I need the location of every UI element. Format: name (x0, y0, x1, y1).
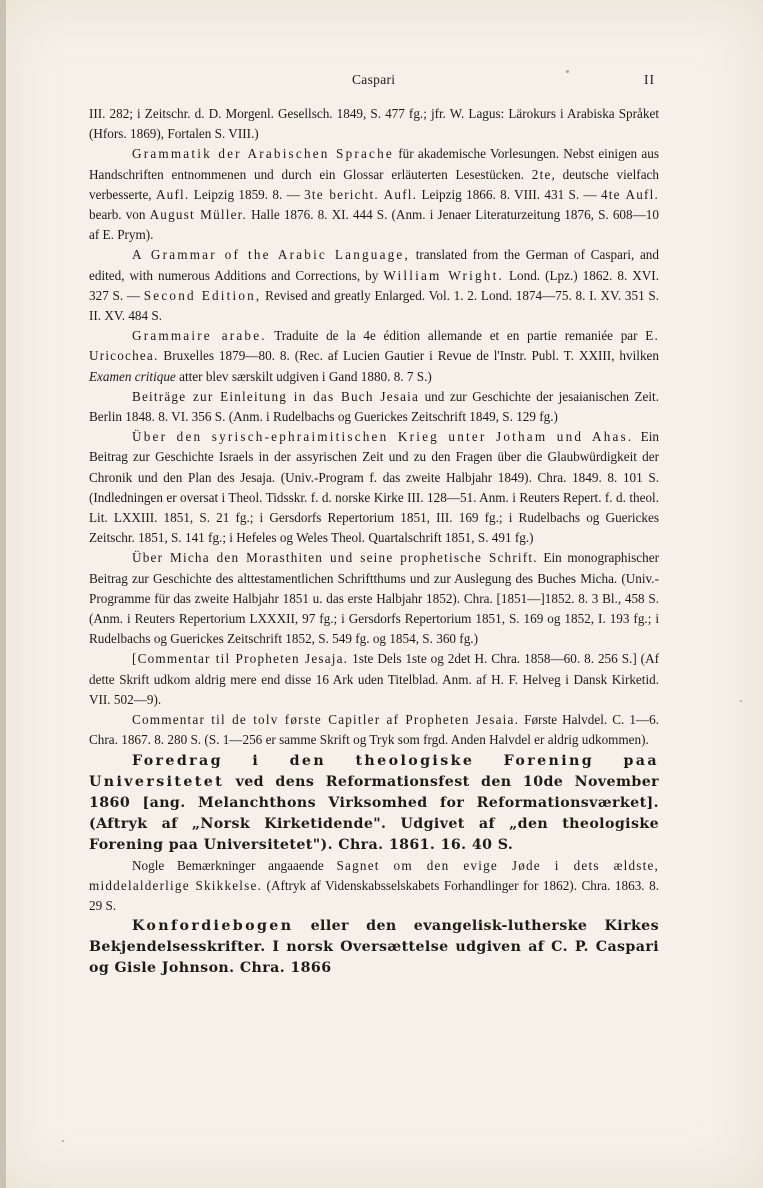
entry-title: 3te bericht. Aufl. (304, 186, 418, 202)
entry-title: Über Micha den Morasthiten und seine prophetische Schrift. (132, 550, 538, 566)
entry-text: Traduite de la 4e édition allemande et en partie remaniée par (266, 328, 646, 344)
bibliography-entry (89, 144, 659, 245)
entry-text: III. 282; i Zeitschr. d. D. Morgenl. Gesellsch. 1849, S. 477 fg.; jfr. W. Lagus: Lärokurs i Arabiska Språket (Hfors. 1869), Fortalen S. VIII.) (89, 106, 659, 142)
entry-text: Halle 1876. 8. XI. 444 S. (Anm. i Jenaer Literaturzeitung 1876, S. 608—10 af E. Prym). (89, 207, 659, 243)
running-head: Caspari (352, 72, 396, 87)
entry-text: und zur Geschichte der jesaianischen Zeit. Berlin 1848. 8. VI. 356 S. (Anm. i Rudelbachs og Guerickes Zeitschrift 1849, S. 129 fg.) (89, 388, 659, 425)
entry-title: A Grammar of the Arabic Language, (132, 247, 410, 263)
paper-speck (566, 70, 569, 73)
entry-text: Leipzig 1859. 8. — (189, 186, 305, 202)
entry-title: Über den syrisch-ephraimitischen Krieg unter Jotham und Ahas. (132, 429, 634, 445)
entry-text: eller den evangelisk-lutherske Kirkes Bekjendelsesskrifter. I norsk Oversættelse udgiven af C. P. Caspari og Gisle Johnson. Chra. 1866 (89, 918, 659, 977)
entry-text: translated from the German of Caspari, and edited, with numerous Additions and Corrections, by (89, 247, 659, 283)
page-number: II (644, 72, 655, 87)
entry-title: Beiträge zur Einleitung in das Buch Jesaia (132, 388, 420, 404)
page-binding-edge (0, 0, 6, 1188)
entry-text: Første Halvdel. C. 1—6. Chra. 1867. 8. 280 S. (S. 1—256 er samme Skrift og Tryk som frgd. Anden Halvdel er aldrig udkommen). (89, 712, 659, 748)
entry-title: [Commentar til Propheten Jesaja. (132, 651, 349, 667)
entry-title: Konfordiebogen (132, 918, 294, 935)
bibliography-entry (89, 326, 659, 387)
entry-title: August Müller. (149, 207, 248, 223)
entry-title: William Wright. (383, 267, 504, 283)
entry-text: , deutsche vielfach verbesserte, (89, 166, 659, 202)
entry-title: Grammatik der Arabischen Sprache (132, 146, 394, 162)
entry-title: Grammaire arabe. (132, 328, 267, 344)
entry-text: Revised and greatly Enlarged. Vol. 1. 2. Lond. 1874—75. 8. I. XV. 351 S. II. XV. 484 S. (89, 287, 660, 324)
entry-italic: Examen critique (89, 368, 176, 384)
entry-text: (Aftryk af Videnskabsselskabets Forhandlinger for 1862). Chra. 1863. 8. 29 S. (89, 877, 659, 913)
entry-text: Ein Beitrag zur Geschichte Israels in der assyrischen Zeit und zu den Fragen über die Glaubwürdigkeit der Chronik und den Plan des Jesaja. (Univ.-Program f. das zweite Halbjahr 1849). Chra. 1849. 8. 101 S. (Indledningen er oversat i Theol. Tidsskr. f. d. norske Kirke III. 128—51. Anm. i Reuters Repert. f. d. theol. Lit. LXXIII. 1851, S. 21 fg.; i Gersdorfs Repertorium 1851, III. 169 fg.; i Rudelbachs og Guerickes Zeitschr. 1851, S. 141 fg.; i Hefeles og Weles Theol. Quartalschrift 1851, S. 491 fg.) (89, 429, 659, 546)
bibliography-entry (89, 427, 659, 548)
paper-speck (62, 1140, 64, 1142)
entry-text: 1ste Dels 1ste og 2det H. Chra. 1858—60. 8. 256 S.] (Af dette Skrift udkom aldrig mere end disse 16 Ark uden Titelblad. Anm. af H. F. Helveg i Dansk Kirketid. VII. 502—9). (89, 651, 659, 707)
entry-text: ved dens Reformationsfest den 10de November 1860 [ang. Melanchthons Virksomhed for Reformationsværket]. (Aftryk af „Norsk Kirketidende". Udgivet af „den theologiske Forening paa Universitetet"). Chra. 1861. 16. 40 S. (89, 773, 659, 853)
bibliography-entry (89, 104, 659, 144)
entry-title: Foredrag i den theologiske Forening paa Universitetet (89, 752, 659, 790)
entry-text: bearb. von (89, 207, 150, 223)
entry-title: 2te (531, 166, 552, 182)
entry-text: Leipzig 1866. 8. VIII. 431 S. — (417, 186, 602, 202)
paper-speck (740, 700, 742, 702)
bibliography-entry (89, 548, 659, 649)
bibliography-entry (89, 387, 659, 427)
entry-title: Aufl. (155, 186, 190, 202)
entry-title: E. Uricochea. (89, 328, 659, 364)
entry-text: Ein monographischer Beitrag zur Geschichte des alttestamentlichen Schriftthums und zur Auslegung des Buches Micha. (Univ.-Programme für das zweite Halbjahr 1851 u. das erste Halbjahr 1852). Chra. [1851—]1852. 8. 3 Bl., 458 S. (Anm. i Reuters Repertorium LXXXII, 97 fg.; i Gersdorfs Repertorium 1851, S. 169 og 1852, I. 193 fg.; i Rudelbachs og Guerickes Zeitschrift 1852, S. 549 fg. og 1854, S. 360 fg.) (89, 550, 659, 647)
bibliography-entry (89, 649, 659, 710)
bibliography-entry (89, 710, 659, 750)
entry-title: Sagnet om den evige Jøde i dets ældste, middelalderlige Skikkelse. (89, 857, 659, 893)
bibliography-entry-fraktur (89, 916, 659, 979)
entry-title: Commentar til de tolv første Capitler af Propheten Jesaia. (132, 712, 520, 728)
entry-text: Bruxelles 1879—80. 8. (Rec. af Lucien Gautier i Revue de l'Instr. Publ. T. XXIII, hvilken (158, 348, 659, 364)
bibliography-entry (89, 856, 659, 917)
page-header (0, 70, 763, 90)
entry-text: atter blev særskilt udgiven i Gand 1880. 8. 7 S.) (175, 368, 432, 384)
entry-text: für akademische Vorlesungen. Nebst einigen aus Handschriften entnommenen und durch ein Glossar erläuterten Lesestücken. (89, 146, 659, 182)
bibliography-body (89, 104, 659, 979)
entry-text: Nogle Bemærkninger angaaende (132, 857, 337, 873)
entry-text: Lond. (Lpz.) 1862. 8. XVI. 327 S. — (89, 267, 659, 303)
bibliography-entry-fraktur (89, 751, 659, 856)
bibliography-entry (89, 245, 659, 326)
entry-title: 4te Aufl. (601, 186, 659, 202)
entry-title: Second Edition, (143, 287, 262, 303)
